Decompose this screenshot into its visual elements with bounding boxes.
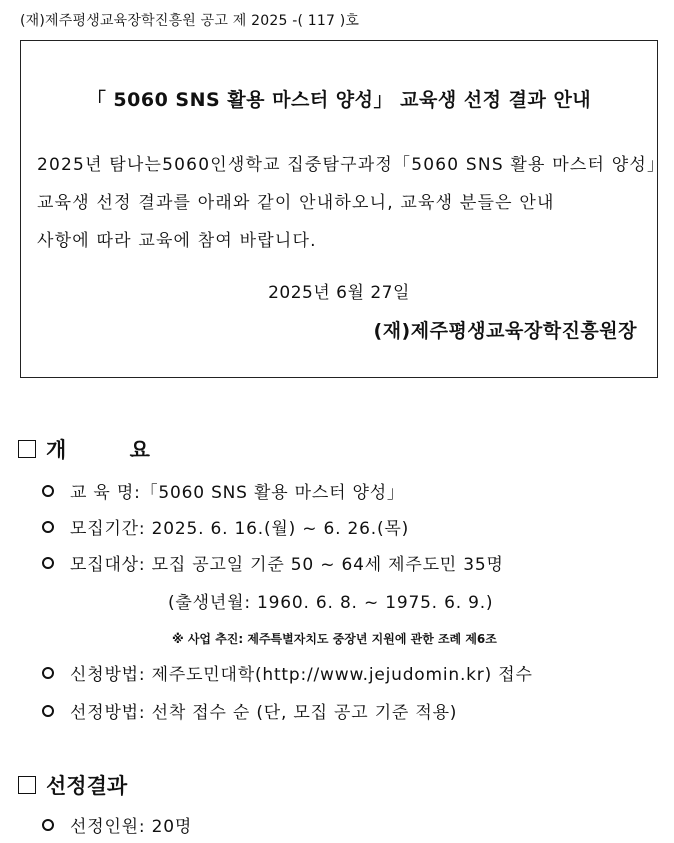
announcement-body-line: 사항에 따라 교육에 참여 바랍니다. (37, 231, 317, 251)
announcement-title: 「 5060 SNS 활용 마스터 양성」 교육생 선정 결과 안내 (86, 89, 592, 111)
announcement-issuer: (재)제주평생교육장학진흥원장 (373, 320, 637, 342)
item-recruitment-period: 모집기간: 2025. 6. 16.(월) ~ 6. 26.(목) (70, 519, 410, 539)
circle-bullet-icon (42, 485, 54, 497)
list-item (42, 660, 533, 685)
item-selected-count: 선정인원: 20명 (70, 817, 193, 837)
list-item (42, 478, 405, 503)
list-item (42, 812, 192, 837)
circle-bullet-icon (42, 557, 54, 569)
item-recruitment-target: 모집대상: 모집 공고일 기준 50 ~ 64세 제주도민 35명 (70, 555, 504, 575)
circle-bullet-icon (42, 705, 54, 717)
announcement-date: 2025년 6월 27일 (268, 283, 410, 303)
legal-note: ※ 사업 추진: 제주특별자치도 중장년 지원에 관한 조례 제6조 (172, 632, 497, 646)
checkbox-square-icon (18, 776, 36, 794)
item-selection-method: 선정방법: 선착 접수 순 (단, 모집 공고 기준 적용) (70, 703, 458, 723)
item-application-method: 신청방법: 제주도민대학(http://www.jejudomin.kr) 접수 (70, 665, 533, 685)
announcement-body-line: 2025년 탐나는5060인생학교 집중탐구과정「5060 SNS 활용 마스터 양성」 (37, 155, 666, 175)
item-course-name: 교 육 명:「5060 SNS 활용 마스터 양성」 (70, 483, 405, 503)
checkbox-square-icon (18, 440, 36, 458)
result-heading (18, 770, 127, 800)
birth-range: (출생년월: 1960. 6. 8. ~ 1975. 6. 9.) (168, 593, 494, 613)
list-item (42, 514, 409, 539)
circle-bullet-icon (42, 521, 54, 533)
result-heading-label: 선정결과 (46, 774, 128, 798)
notice-number: (재)제주평생교육장학진흥원 공고 제 2025 -( 117 )호 (20, 13, 360, 29)
overview-heading (18, 434, 178, 464)
announcement-box (20, 40, 666, 378)
list-item (42, 550, 504, 575)
circle-bullet-icon (42, 819, 54, 831)
announcement-body-line: 교육생 선정 결과를 아래와 같이 안내하오니, 교육생 분들은 안내 (37, 193, 555, 213)
list-item (42, 698, 457, 723)
circle-bullet-icon (42, 667, 54, 679)
overview-heading-label: 개 요 (46, 438, 178, 462)
